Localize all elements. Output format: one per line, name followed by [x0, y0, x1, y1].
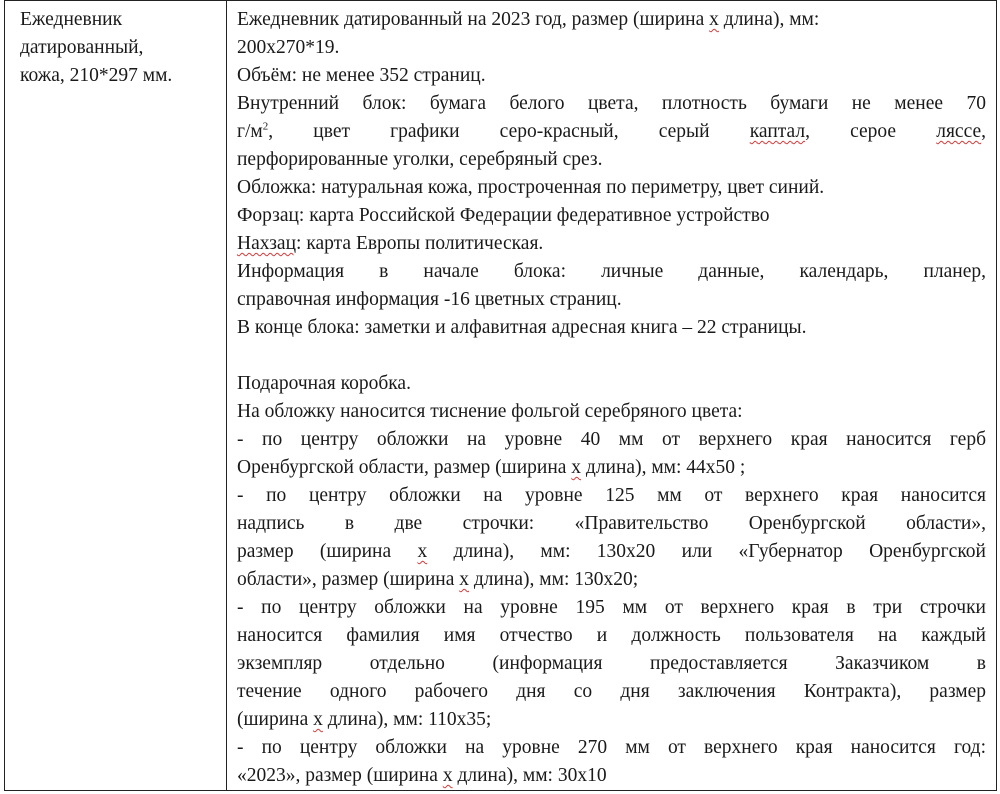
description-line: перфорированные уголки, серебряный срез. — [237, 149, 603, 170]
text: , цвет графики серо-красный, серый — [268, 121, 750, 142]
text: Ежедневник датированный на 2023 год, размер (ширина — [237, 9, 710, 30]
text: х — [313, 709, 323, 730]
text: х — [442, 765, 453, 786]
description-line: справочная информация -16 цветных страниц. — [237, 289, 622, 310]
table-row — [5, 1, 997, 791]
item-name-cell — [5, 1, 227, 791]
item-description-cell — [227, 1, 997, 791]
description-line — [237, 230, 986, 258]
description-line — [237, 454, 986, 482]
text: длина), мм: 130х20; — [468, 569, 639, 590]
description-line: Информация в начале блока: личные данные, календарь, планер, — [237, 261, 986, 282]
blank-line — [237, 342, 986, 370]
text: х — [709, 9, 719, 30]
text: : карта Европы политическая. — [296, 233, 544, 254]
description-line: - по центру обложки на уровне 125 мм от верхнего края наносится — [237, 485, 986, 506]
description-line: Форзац: карта Российской Федерации федеративное устройство — [237, 205, 770, 226]
text: длина), мм: 110х35; — [322, 709, 492, 730]
item-name-line: датированный, — [20, 37, 144, 58]
text: «2023», размер (ширина — [237, 765, 443, 786]
description-line — [237, 6, 986, 34]
description-line: - по центру обложки на уровне 270 мм от верхнего края наносится год: — [237, 737, 986, 758]
item-name-line: кожа, 210*297 мм. — [20, 65, 173, 86]
text: размер (ширина — [237, 541, 418, 562]
description-line: - по центру обложки на уровне 195 мм от верхнего края в три строчки — [237, 597, 986, 618]
description-line: Обложка: натуральная кожа, простроченная по периметру, цвет синий. — [237, 177, 825, 198]
description-line: 200x270*19. — [237, 37, 340, 58]
superscript: 2 — [262, 120, 269, 133]
description-line: течение одного рабочего дня со дня заключения Контракта), размер — [237, 681, 986, 702]
text: длина), мм: 130х20 или «Губернатор Оренбургской — [427, 541, 986, 562]
text: области», размер (ширина — [237, 569, 460, 590]
text: х — [571, 457, 582, 478]
text: длина), мм: 30х10 — [452, 765, 607, 786]
description-line: Подарочная коробка. — [237, 373, 411, 394]
text: длина), мм: 44х50 ; — [581, 457, 746, 478]
description-line: наносится фамилия имя отчество и должность пользователя на каждый — [237, 625, 986, 646]
description-line: надпись в две строчки: «Правительство Оренбургской области», — [237, 513, 986, 534]
text: длина), мм: — [718, 9, 820, 30]
description-line — [237, 538, 986, 566]
text: , серое — [805, 121, 937, 142]
description-line: Внутренний блок: бумага белого цвета, плотность бумаги не менее 70 — [237, 93, 986, 114]
description-line: Объём: не менее 352 страниц. — [237, 65, 486, 86]
item-name-line: Ежедневник — [20, 9, 123, 30]
text: х — [417, 541, 428, 562]
text: ляссе — [936, 121, 982, 142]
text: Оренбургской области, размер (ширина — [237, 457, 572, 478]
description-line — [237, 566, 986, 594]
description-line — [237, 762, 986, 790]
text: г/м — [237, 121, 263, 142]
text: Нахзац — [237, 233, 297, 254]
description-line: экземпляр отдельно (информация предоставляется Заказчиком в — [237, 653, 986, 674]
text: каптал — [749, 121, 806, 142]
description-line — [237, 118, 986, 146]
text: х — [459, 569, 469, 590]
text: , — [981, 121, 986, 142]
specification-table — [4, 0, 997, 791]
description-line: - по центру обложки на уровне 40 мм от верхнего края наносится герб — [237, 429, 986, 450]
description-line: На обложку наносится тиснение фольгой серебряного цвета: — [237, 401, 743, 422]
description-line: В конце блока: заметки и алфавитная адресная книга – 22 страницы. — [237, 317, 807, 338]
description-line — [237, 706, 986, 734]
text: (ширина — [237, 709, 314, 730]
